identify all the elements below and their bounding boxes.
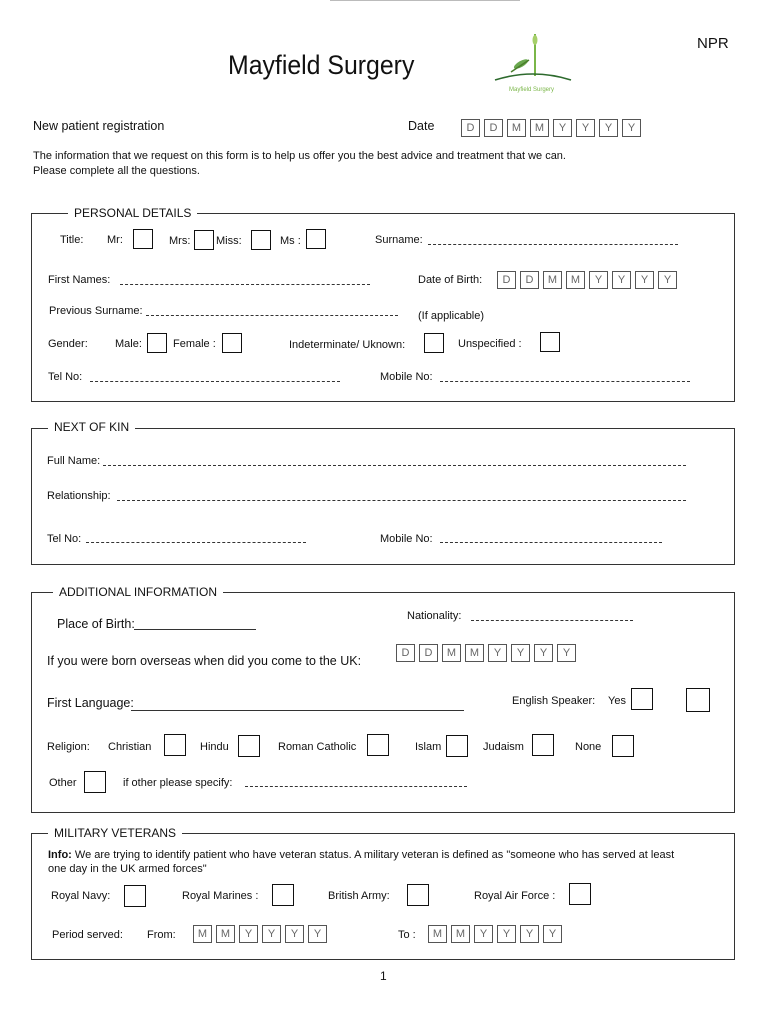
christian-checkbox[interactable] (164, 734, 186, 756)
from-box[interactable]: M (193, 925, 212, 943)
additional-info-heading: ADDITIONAL INFORMATION (53, 586, 223, 598)
judaism-label: Judaism (483, 741, 524, 753)
surname-field[interactable] (428, 244, 678, 245)
place-of-birth-label: Place of Birth: (57, 617, 135, 631)
nationality-field[interactable] (471, 620, 633, 621)
navy-label: Royal Navy: (51, 890, 111, 902)
title-label: Title: (60, 234, 84, 246)
from-box[interactable]: M (216, 925, 235, 943)
christian-label: Christian (108, 741, 152, 753)
to-box[interactable]: Y (474, 925, 493, 943)
other-specify-field[interactable] (245, 786, 467, 787)
dob-box[interactable]: M (566, 271, 585, 289)
personal-details-heading: PERSONAL DETAILS (68, 207, 197, 219)
kin-relationship-field[interactable] (117, 500, 686, 501)
to-box[interactable]: M (428, 925, 447, 943)
indeterminate-label: Indeterminate/ Uknown: (289, 339, 406, 351)
to-date-boxes[interactable] (428, 924, 566, 943)
army-label: British Army: (328, 890, 390, 902)
overseas-box[interactable]: D (396, 644, 415, 662)
to-label: To : (398, 929, 416, 941)
female-checkbox[interactable] (222, 333, 242, 353)
miss-checkbox[interactable] (251, 230, 271, 250)
none-checkbox[interactable] (612, 735, 634, 757)
npr-label: NPR (697, 35, 729, 52)
marines-checkbox[interactable] (272, 884, 294, 906)
form-name: New patient registration (33, 119, 165, 133)
overseas-box[interactable]: D (419, 644, 438, 662)
first-names-label: First Names: (48, 274, 111, 286)
navy-checkbox[interactable] (124, 885, 146, 907)
dob-box[interactable]: D (520, 271, 539, 289)
kin-relationship-label: Relationship: (47, 490, 111, 502)
date-box[interactable]: M (530, 119, 549, 137)
overseas-box[interactable]: Y (534, 644, 553, 662)
english-no-checkbox[interactable] (686, 688, 710, 712)
date-box[interactable]: Y (576, 119, 595, 137)
top-rule (330, 0, 520, 1)
overseas-box[interactable]: Y (488, 644, 507, 662)
overseas-date-boxes[interactable] (396, 643, 580, 662)
mobile-field[interactable] (440, 381, 690, 382)
kin-mobile-field[interactable] (440, 542, 662, 543)
to-box[interactable]: Y (520, 925, 539, 943)
dob-box[interactable]: Y (635, 271, 654, 289)
hindu-label: Hindu (200, 741, 229, 753)
kin-full-name-label: Full Name: (47, 455, 101, 467)
male-checkbox[interactable] (147, 333, 167, 353)
from-box[interactable]: Y (308, 925, 327, 943)
unspecified-checkbox[interactable] (540, 332, 560, 352)
date-box[interactable]: D (484, 119, 503, 137)
other-checkbox[interactable] (84, 771, 106, 793)
intro-line-1: The information that we request on this form is to help us offer you the best advice and treatment that we can. (33, 150, 566, 162)
date-box[interactable]: D (461, 119, 480, 137)
yes-label: Yes (608, 695, 626, 707)
tel-field[interactable] (90, 381, 340, 382)
english-speaker-label: English Speaker: (512, 695, 596, 707)
info-bold: Info: (48, 849, 72, 861)
roman-catholic-label: Roman Catholic (278, 741, 357, 753)
mobile-label: Mobile No: (380, 371, 433, 383)
surname-label: Surname: (375, 234, 423, 246)
date-box[interactable]: Y (622, 119, 641, 137)
first-language-label: First Language: (47, 696, 134, 710)
mrs-label: Mrs: (169, 235, 191, 247)
first-names-field[interactable] (120, 284, 370, 285)
hindu-checkbox[interactable] (238, 735, 260, 757)
islam-label: Islam (415, 741, 442, 753)
raf-label: Royal Air Force : (474, 890, 556, 902)
date-box[interactable]: Y (599, 119, 618, 137)
info-text: We are trying to identify patient who have veteran status. A military veteran is defined as "someone who has served at least (71, 849, 675, 861)
nationality-label: Nationality: (407, 610, 462, 622)
date-box[interactable]: M (507, 119, 526, 137)
intro-line-2: Please complete all the questions. (33, 165, 200, 177)
logo-text: Mayfield Surgery (509, 87, 555, 93)
none-label: None (575, 741, 602, 753)
islam-checkbox[interactable] (446, 735, 468, 757)
kin-full-name-field[interactable] (103, 465, 686, 466)
period-label: Period served: (52, 929, 123, 941)
military-info-line-2: one day in the UK armed forces" (48, 863, 207, 875)
to-box[interactable]: Y (543, 925, 562, 943)
kin-tel-field[interactable] (86, 542, 306, 543)
mr-checkbox[interactable] (133, 229, 153, 249)
religion-label: Religion: (47, 741, 90, 753)
dob-box[interactable]: D (497, 271, 516, 289)
miss-label: Miss: (216, 235, 242, 247)
from-label: From: (147, 929, 176, 941)
dob-label: Date of Birth: (418, 274, 483, 286)
if-applicable-note: (If applicable) (418, 310, 485, 322)
from-date-boxes[interactable] (193, 924, 331, 943)
date-boxes[interactable] (461, 118, 645, 137)
to-box[interactable]: Y (497, 925, 516, 943)
overseas-label: If you were born overseas when did you come to the UK: (47, 654, 362, 668)
male-label: Male: (115, 338, 142, 350)
date-box[interactable]: Y (553, 119, 572, 137)
overseas-box[interactable]: Y (511, 644, 530, 662)
army-checkbox[interactable] (407, 884, 429, 906)
date-label: Date (408, 119, 435, 133)
ms-label: Ms : (280, 235, 301, 247)
place-of-birth-field[interactable] (134, 629, 256, 630)
page-title: Mayfield Surgery (228, 50, 415, 80)
from-box[interactable]: Y (262, 925, 281, 943)
dob-box[interactable]: Y (658, 271, 677, 289)
ms-checkbox[interactable] (306, 229, 326, 249)
next-of-kin-heading: NEXT OF KIN (48, 421, 135, 433)
military-info-line-1 (48, 850, 674, 861)
other-label: Other (49, 777, 77, 789)
to-box[interactable]: M (451, 925, 470, 943)
indeterminate-checkbox[interactable] (424, 333, 444, 353)
overseas-box[interactable]: M (465, 644, 484, 662)
previous-surname-field[interactable] (146, 315, 398, 316)
surgery-logo (493, 30, 573, 100)
tel-label: Tel No: (48, 371, 83, 383)
raf-checkbox[interactable] (569, 883, 591, 905)
dob-box[interactable]: M (543, 271, 562, 289)
mrs-checkbox[interactable] (194, 230, 214, 250)
female-label: Female : (173, 338, 216, 350)
roman-catholic-checkbox[interactable] (367, 734, 389, 756)
dob-box[interactable]: Y (612, 271, 631, 289)
from-box[interactable]: Y (285, 925, 304, 943)
overseas-box[interactable]: Y (557, 644, 576, 662)
military-heading: MILITARY VETERANS (48, 827, 182, 839)
overseas-box[interactable]: M (442, 644, 461, 662)
kin-mobile-label: Mobile No: (380, 533, 433, 545)
dob-box[interactable]: Y (589, 271, 608, 289)
unspecified-label: Unspecified : (458, 338, 522, 350)
first-language-field[interactable] (131, 710, 464, 711)
from-box[interactable]: Y (239, 925, 258, 943)
other-specify-label: if other please specify: (123, 777, 233, 789)
judaism-checkbox[interactable] (532, 734, 554, 756)
mr-label: Mr: (107, 234, 123, 246)
gender-label: Gender: (48, 338, 88, 350)
english-yes-checkbox[interactable] (631, 688, 653, 710)
page-number: 1 (380, 969, 387, 983)
marines-label: Royal Marines : (182, 890, 259, 902)
dob-boxes[interactable] (497, 270, 681, 289)
kin-tel-label: Tel No: (47, 533, 82, 545)
previous-surname-label: Previous Surname: (49, 305, 143, 317)
